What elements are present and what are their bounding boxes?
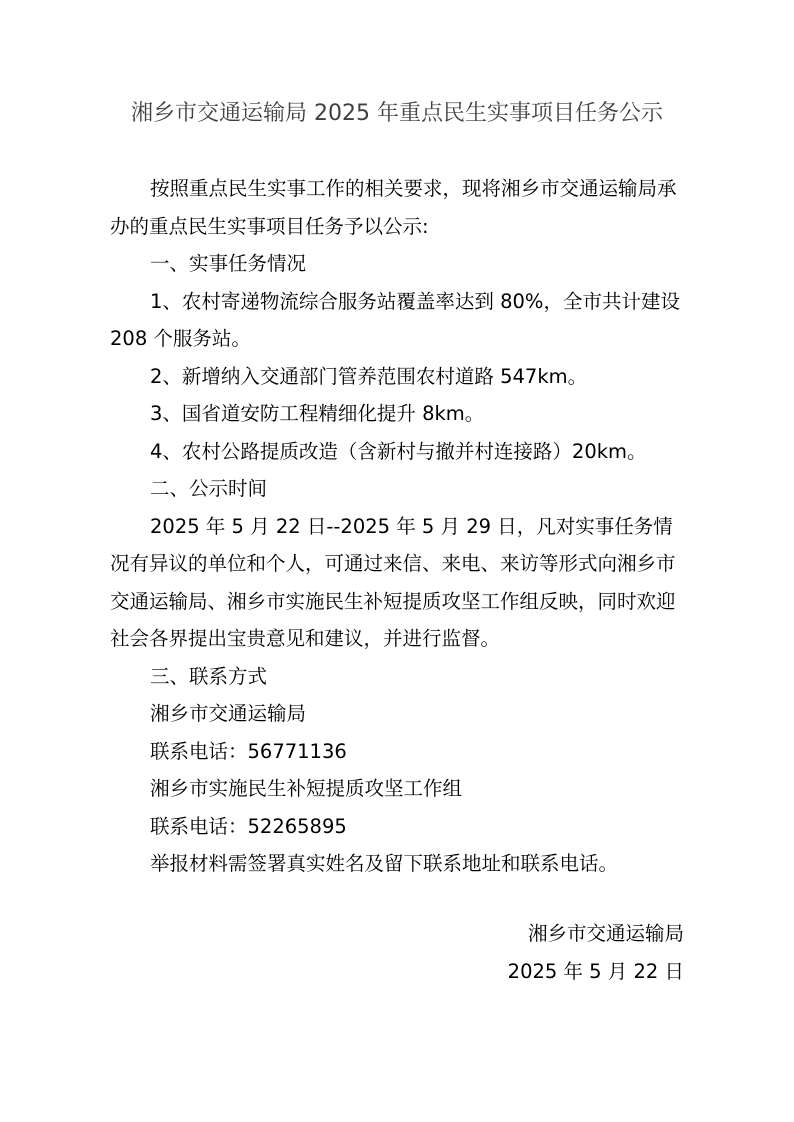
contact1-organization: 湘乡市交通运输局 (150, 702, 307, 725)
task-item-3: 3、国省道安防工程精细化提升 8km。 (150, 402, 485, 425)
task-item-1: 1、农村寄递物流综合服务站覆盖率达到 80%，全市共计建设 208 个服务站。 (110, 289, 680, 350)
section2-heading: 二、公示时间 (150, 477, 268, 500)
contact2-phone: 联系电话：52265895 (150, 814, 347, 838)
contact1-phone: 联系电话：56771136 (150, 739, 347, 763)
document-title: 湘乡市交通运输局 2025 年重点民生实事项目任务公示 (131, 101, 663, 126)
document-body (110, 170, 692, 883)
section3-heading: 三、联系方式 (150, 664, 268, 688)
task-item-2: 2、新增纳入交通部门管养范围农村道路 547km。 (150, 364, 588, 388)
report-note: 举报材料需签署真实姓名及留下联系地址和联系电话。 (150, 852, 619, 875)
signature-block (508, 915, 684, 990)
signature-organization: 湘乡市交通运输局 (527, 922, 684, 945)
contact2-organization: 湘乡市实施民生补短提质攻坚工作组 (150, 777, 463, 800)
section2-paragraph: 2025 年 5 月 22 日--2025 年 5 月 29 日，凡对实事任务情况有异议的单位和个人，可通过来信、来电、来访等形式向湘乡市交通运输局、湘乡市实施民生补短提质攻坚工作组反映，同时欢迎社会各界提出宝贵意见和建议，并进行监督。 (110, 514, 676, 650)
intro-paragraph: 按照重点民生实事工作的相关要求，现将湘乡市交通运输局承办的重点民生实事项目任务予以公示: (110, 177, 677, 238)
section1-heading: 一、实事任务情况 (150, 252, 307, 275)
task-item-4: 4、农村公路提质改造（含新村与撤并村连接路）20km。 (150, 439, 647, 463)
signature-date: 2025 年 5 月 22 日 (507, 959, 684, 983)
